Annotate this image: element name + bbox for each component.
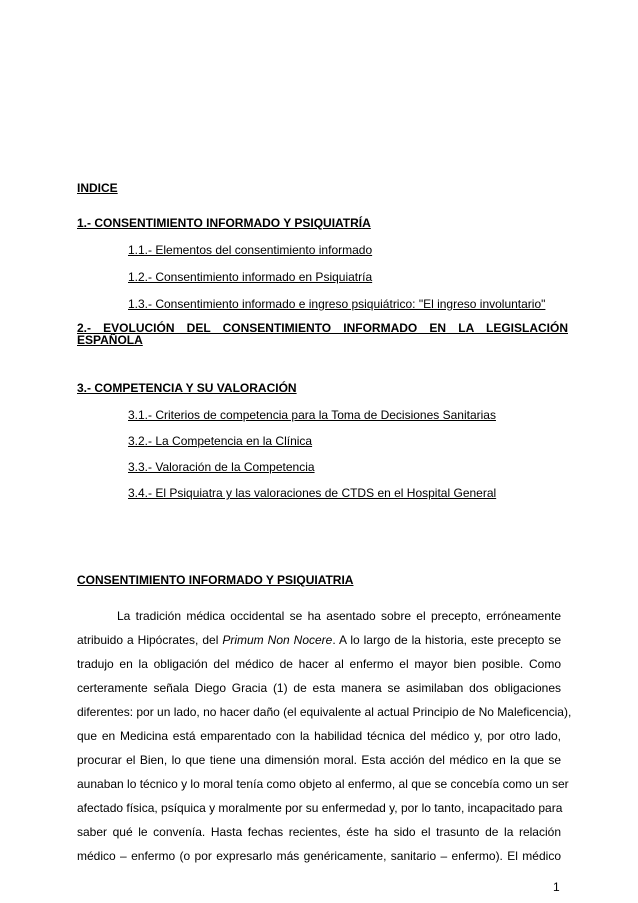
paragraph-line bbox=[77, 633, 561, 647]
italic-term: Primum Non Nocere bbox=[222, 633, 333, 647]
toc-item-3-3[interactable]: 3.3.- Valoración de la Competencia bbox=[128, 460, 315, 474]
toc-item-1-2[interactable]: 1.2.- Consentimiento informado en Psiquiatría bbox=[128, 270, 373, 284]
toc-section-2-continued[interactable]: ESPAÑOLA bbox=[77, 333, 143, 347]
section-heading: CONSENTIMIENTO INFORMADO Y PSIQUIATRIA bbox=[77, 573, 354, 587]
paragraph-line: diferentes: por un lado, no hacer daño (el equivalente al actual Principio de No Maleficencia), bbox=[77, 705, 572, 719]
paragraph-line: aunaban lo técnico y lo moral tenía como objeto al enfermo, al que se concebía como un ser bbox=[77, 777, 569, 791]
toc-item-1-3[interactable]: 1.3.- Consentimiento informado e ingreso psiquiátrico: "El ingreso involuntario" bbox=[128, 297, 546, 311]
paragraph-line: La tradición médica occidental se ha asentado sobre el precepto, erróneamente bbox=[117, 609, 561, 623]
index-title: INDICE bbox=[77, 181, 118, 195]
toc-section-2[interactable]: 2.- EVOLUCIÓN DEL CONSENTIMIENTO INFORMADO EN LA LEGISLACIÓN bbox=[77, 321, 568, 335]
paragraph-line: afectado física, psíquica y moralmente por su enfermedad y, por lo tanto, incapacitado para bbox=[77, 801, 563, 815]
paragraph-line: que en Medicina está emparentado con la habilidad técnica del médico y, por otro lado, bbox=[77, 729, 561, 743]
toc-item-3-1[interactable]: 3.1.- Criterios de competencia para la Toma de Decisiones Sanitarias bbox=[128, 408, 496, 422]
text-span: atribuido a Hipócrates, del bbox=[77, 633, 223, 647]
toc-item-3-4[interactable]: 3.4.- El Psiquiatra y las valoraciones de CTDS en el Hospital General bbox=[128, 486, 497, 500]
paragraph-line: certeramente señala Diego Gracia (1) de esta manera se asimilaban dos obligaciones bbox=[77, 681, 561, 695]
paragraph-line: procurar el Bien, lo que tiene una dimensión moral. Esta acción del médico en la que se bbox=[77, 753, 561, 767]
toc-section-3[interactable]: 3.- COMPETENCIA Y SU VALORACIÓN bbox=[77, 381, 297, 395]
toc-item-3-2[interactable]: 3.2.- La Competencia en la Clínica bbox=[128, 434, 313, 448]
page-number: 1 bbox=[553, 880, 560, 894]
text-span: . A lo largo de la historia, este precepto se bbox=[332, 633, 561, 647]
paragraph-line: tradujo en la obligación del médico de hacer al enfermo el mayor bien posible. Como bbox=[77, 657, 561, 671]
toc-section-1[interactable]: 1.- CONSENTIMIENTO INFORMADO Y PSIQUIATRÍA bbox=[77, 216, 371, 230]
paragraph-line: saber qué le convenía. Hasta fechas recientes, éste ha sido el trasunto de la relación bbox=[77, 825, 561, 839]
paragraph-line: médico – enfermo (o por expresarlo más genéricamente, sanitario – enfermo). El médico bbox=[77, 849, 561, 863]
toc-item-1-1[interactable]: 1.1.- Elementos del consentimiento informado bbox=[128, 243, 373, 257]
